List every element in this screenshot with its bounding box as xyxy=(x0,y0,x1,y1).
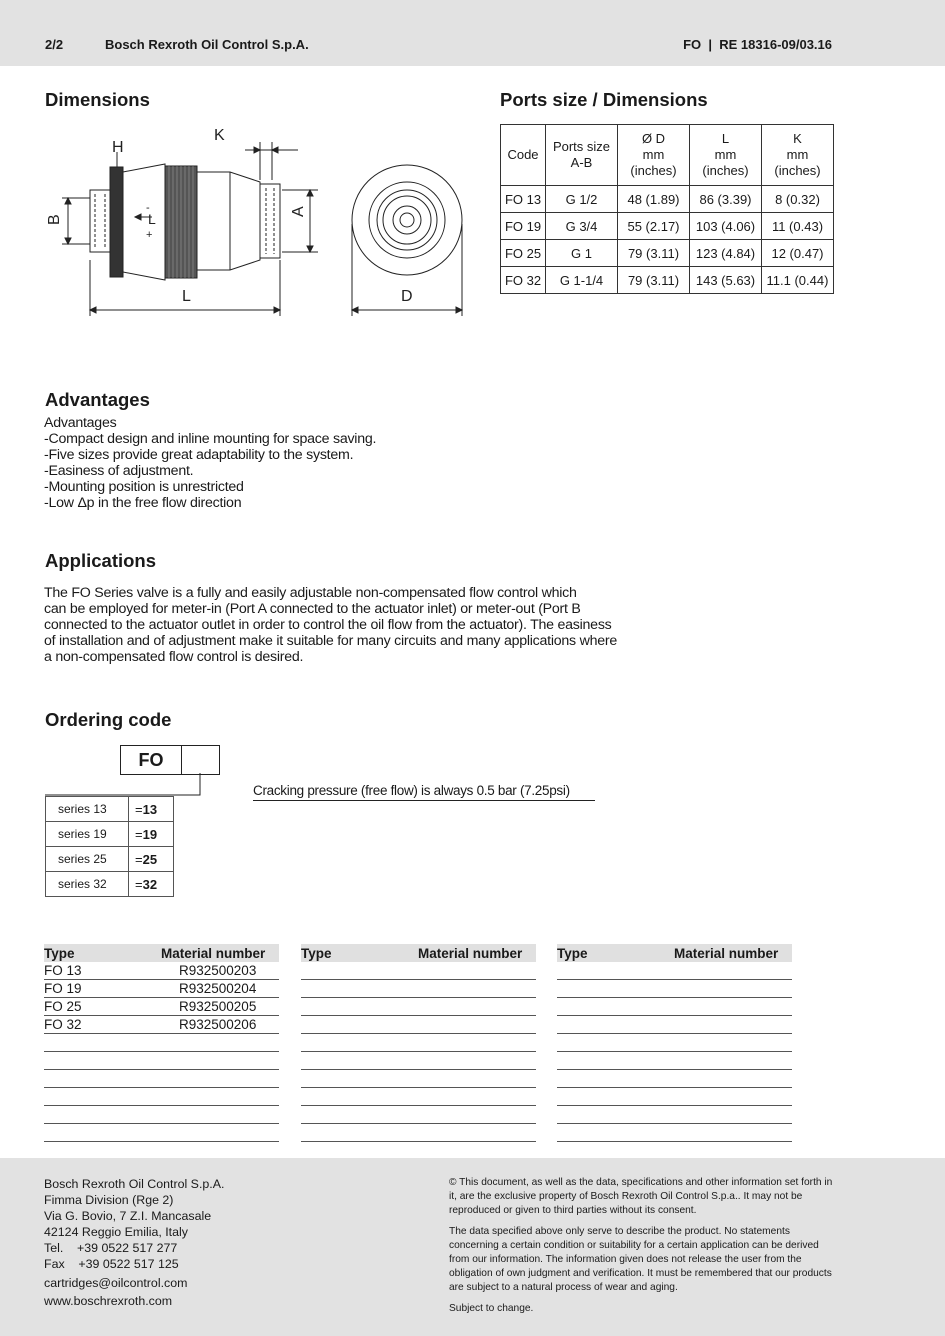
cracking-pressure-note: Cracking pressure (free flow) is always 0.5 bar (7.25psi) xyxy=(253,783,595,801)
table-row xyxy=(301,1124,536,1142)
d-header: Ø D mm (inches) xyxy=(618,125,690,186)
table-row xyxy=(557,980,792,998)
advantages-line: -Compact design and inline mounting for space saving. xyxy=(44,431,377,447)
table-row xyxy=(44,1106,279,1124)
cell-port: G 1 xyxy=(546,240,618,267)
table-row xyxy=(557,962,792,980)
table-row xyxy=(46,847,174,872)
cell-code: FO 13 xyxy=(501,186,546,213)
label-l: L xyxy=(182,288,191,305)
cell-l: 143 (5.63) xyxy=(690,267,762,294)
series-label: series 13 xyxy=(46,797,129,822)
table-row xyxy=(46,872,174,897)
cell-port: G 3/4 xyxy=(546,213,618,240)
table-row xyxy=(501,267,834,294)
type-column-2 xyxy=(301,944,536,1160)
cell-l: 103 (4.06) xyxy=(690,213,762,240)
series-label: series 32 xyxy=(46,872,129,897)
type-header: Type xyxy=(557,946,588,961)
series-table xyxy=(45,796,174,897)
footer-legal xyxy=(449,1176,834,1322)
k-header: K mm (inches) xyxy=(762,125,834,186)
cell-k: 12 (0.47) xyxy=(762,240,834,267)
table-row xyxy=(557,1106,792,1124)
advantages-line: -Low Δp in the free flow direction xyxy=(44,495,242,511)
cell-code: FO 25 xyxy=(501,240,546,267)
type-header: Type xyxy=(44,946,75,961)
type-header-row xyxy=(301,944,536,962)
ordering-heading: Ordering code xyxy=(45,709,172,730)
applications-line: The FO Series valve is a fully and easily adjustable non-compensated flow control which xyxy=(44,585,577,601)
table-row xyxy=(46,822,174,847)
material-header: Material number xyxy=(418,946,523,961)
type-column-3 xyxy=(557,944,792,1160)
table-row xyxy=(557,1124,792,1142)
table-row xyxy=(501,186,834,213)
table-row xyxy=(501,213,834,240)
cell-k: 8 (0.32) xyxy=(762,186,834,213)
applications-line: can be employed for meter-in (Port A connected to the actuator inlet) or meter-out (Port B xyxy=(44,601,581,617)
address-line: Bosch Rexroth Oil Control S.p.A. xyxy=(44,1177,225,1191)
table-row xyxy=(301,1070,536,1088)
material-header: Material number xyxy=(161,946,266,961)
document-reference: FO | RE 18316-09/03.16 xyxy=(683,37,832,52)
series-value: =19 xyxy=(129,822,174,847)
table-row xyxy=(301,962,536,980)
type-column-1 xyxy=(44,944,279,1160)
footer-address xyxy=(44,1176,224,1309)
dimensions-drawing xyxy=(40,120,480,325)
phone-line: Tel. +39 0522 517 277 xyxy=(44,1241,178,1255)
email-link[interactable]: cartridges@oilcontrol.com xyxy=(44,1276,188,1290)
advantages-heading: Advantages xyxy=(45,389,150,410)
type-header: Type xyxy=(301,946,332,961)
table-row: FO 32 R932500206 xyxy=(44,1016,279,1034)
advantages-line: -Mounting position is unrestricted xyxy=(44,479,244,495)
label-h: H xyxy=(112,139,124,156)
series-value: =32 xyxy=(129,872,174,897)
label-k: K xyxy=(214,127,225,144)
table-row xyxy=(557,998,792,1016)
legal-copyright: © This document, as well as the data, specifications and other information set forth in it, are the exclusive property of Bosch Rexroth Oil Control S.p.a.. It may not be reproduced or given to third parties without its consent. xyxy=(449,1177,833,1217)
ports-heading: Ports size / Dimensions xyxy=(500,89,708,110)
cell-d: 55 (2.17) xyxy=(618,213,690,240)
ports-size-header: Ports size A-B xyxy=(546,125,618,186)
address-line: Fimma Division (Rge 2) xyxy=(44,1193,174,1207)
ordering-code-box: FO xyxy=(120,745,182,775)
table-row xyxy=(44,1070,279,1088)
table-row xyxy=(557,1088,792,1106)
series-value: =25 xyxy=(129,847,174,872)
label-a: A xyxy=(290,206,307,217)
applications-line: a non-compensated flow control is desired. xyxy=(44,649,304,665)
table-row xyxy=(501,240,834,267)
ports-header-row xyxy=(501,125,834,186)
table-row: FO 13 R932500203 xyxy=(44,962,279,980)
type-header-row xyxy=(44,944,279,962)
label-l-small: L xyxy=(148,211,156,227)
legal-disclaimer: The data specified above only serve to describe the product. No statements concerning a certain condition or suitability for a certain application can be derived from our information. The information given does not release the user from the obligation of own judgment and verification. It must be remembered that our products are subject to a natural process of wear and aging. xyxy=(449,1225,832,1294)
cell-port: G 1-1/4 xyxy=(546,267,618,294)
address-line: Via G. Bovio, 7 Z.I. Mancasale xyxy=(44,1209,212,1223)
type-header-row xyxy=(557,944,792,962)
legal-subject-to-change: Subject to change. xyxy=(449,1302,534,1314)
table-row xyxy=(46,797,174,822)
applications-line: connected to the actuator outlet in order to control the oil flow from the actuator). The easiness xyxy=(44,617,612,633)
fax-line: Fax +39 0522 517 125 xyxy=(44,1257,179,1271)
cell-d: 48 (1.89) xyxy=(618,186,690,213)
label-d: D xyxy=(401,288,413,305)
series-label: series 19 xyxy=(46,822,129,847)
table-row xyxy=(557,1016,792,1034)
website-link[interactable]: www.boschrexroth.com xyxy=(44,1294,173,1308)
cell-code: FO 19 xyxy=(501,213,546,240)
table-row xyxy=(557,1052,792,1070)
advantages-line: -Easiness of adjustment. xyxy=(44,463,194,479)
cell-k: 11.1 (0.44) xyxy=(762,267,834,294)
cell-d: 79 (3.11) xyxy=(618,267,690,294)
series-label: series 25 xyxy=(46,847,129,872)
table-row xyxy=(301,980,536,998)
dimensions-heading: Dimensions xyxy=(45,89,150,110)
cell-code: FO 32 xyxy=(501,267,546,294)
cell-k: 11 (0.43) xyxy=(762,213,834,240)
code-header: Code xyxy=(501,125,546,186)
table-row xyxy=(557,1034,792,1052)
material-header: Material number xyxy=(674,946,779,961)
cell-l: 86 (3.39) xyxy=(690,186,762,213)
table-row xyxy=(301,1034,536,1052)
table-row xyxy=(301,1088,536,1106)
advantages-list xyxy=(44,415,376,511)
table-row xyxy=(301,998,536,1016)
cell-l: 123 (4.84) xyxy=(690,240,762,267)
table-row xyxy=(301,1052,536,1070)
table-row xyxy=(301,1106,536,1124)
label-b: B xyxy=(46,214,63,225)
advantages-line: Advantages xyxy=(44,415,117,431)
applications-text xyxy=(44,585,617,665)
cell-d: 79 (3.11) xyxy=(618,240,690,267)
table-row xyxy=(301,1016,536,1034)
page-header xyxy=(0,0,945,66)
table-row xyxy=(44,1124,279,1142)
table-row: FO 19 R932500204 xyxy=(44,980,279,998)
header-company: Bosch Rexroth Oil Control S.p.A. xyxy=(105,37,309,52)
page-number: 2/2 xyxy=(45,37,64,52)
cell-port: G 1/2 xyxy=(546,186,618,213)
l-header: L mm (inches) xyxy=(690,125,762,186)
advantages-line: -Five sizes provide great adaptability to the system. xyxy=(44,447,354,463)
ordering-connector xyxy=(45,773,205,797)
address-line: 42124 Reggio Emilia, Italy xyxy=(44,1225,188,1239)
ordering-series-box xyxy=(181,745,220,775)
applications-line: of installation and of adjustment make it suitable for many circuits and many applications where xyxy=(44,633,617,649)
label-plus: + xyxy=(146,229,153,241)
page-footer xyxy=(0,1158,945,1336)
table-row: FO 25 R932500205 xyxy=(44,998,279,1016)
series-value: =13 xyxy=(129,797,174,822)
table-row xyxy=(557,1070,792,1088)
table-row xyxy=(44,1052,279,1070)
ports-table xyxy=(500,124,834,294)
label-minus: - xyxy=(146,202,150,214)
table-row xyxy=(44,1034,279,1052)
applications-heading: Applications xyxy=(45,550,157,571)
table-row xyxy=(44,1088,279,1106)
